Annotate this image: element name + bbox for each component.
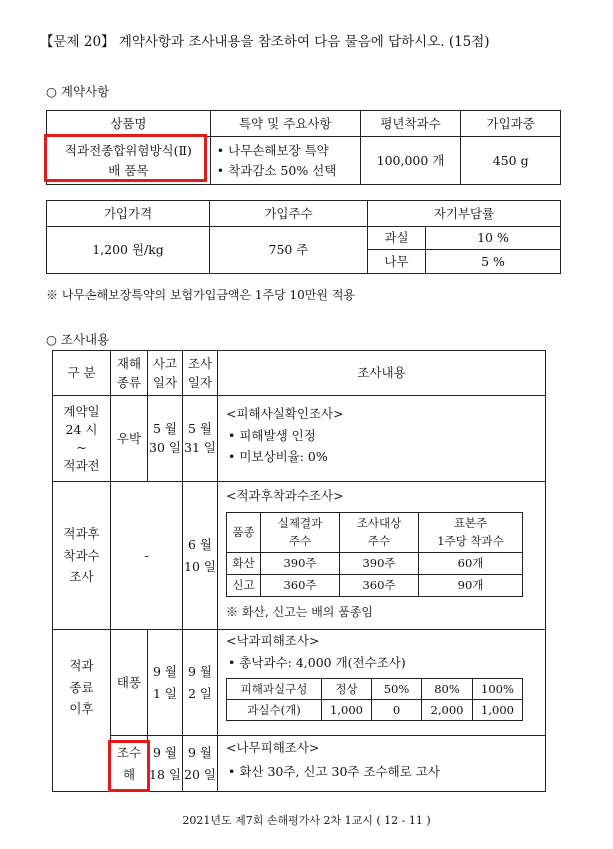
row1-survey-date-line: 5 월 [187, 421, 212, 437]
row2-category-line: 착과수 [63, 547, 100, 563]
table-cell: 60개 [419, 552, 523, 574]
header-accident-date-line2: 일자 [152, 374, 178, 390]
date-line: 18 일 [149, 766, 181, 782]
row2-note: ※ 화산, 신고는 배의 품종임 [226, 604, 373, 619]
date-line: 20 일 [184, 766, 216, 782]
row2-category [53, 482, 111, 630]
row1-category-line: ~ [76, 440, 87, 455]
row1-category-line: 적과전 [63, 457, 100, 473]
row3-frost-title: <나무피해조사> [226, 740, 320, 755]
table-cell: 정상 [322, 679, 372, 700]
row2-table-header-sample [419, 512, 523, 552]
page-footer: 2021년도 제7회 손해평가사 2차 1교시 ( 12 - 11 ) [182, 814, 431, 827]
normal-fruit-count-value: 100,000 개 [360, 137, 461, 185]
header-survey-date-line1: 조사 [187, 355, 213, 371]
date-line: 1 일 [152, 685, 177, 701]
damage-type-line: 조수 [116, 744, 142, 760]
deductible-fruit-value: 10 % [426, 227, 561, 250]
header-line: 실제결과 [277, 515, 323, 530]
contract-section-label: ○ 계약사항 [46, 84, 110, 99]
row1-item: • 미보상비율: 0% [228, 449, 328, 465]
fruit-weight-value: 450 g [461, 137, 561, 185]
deductible-tree-value: 5 % [426, 250, 561, 274]
date-line: 9 월 [152, 663, 177, 679]
header-damage-type [111, 351, 148, 396]
header-special-terms: 특약 및 주요사항 [210, 111, 360, 137]
header-trees: 가입주수 [210, 201, 368, 227]
row1-content [218, 396, 546, 482]
row1-accident-date-line: 30 일 [149, 440, 181, 455]
row1-accident-date-line: 5 월 [152, 421, 177, 437]
trees-value: 750 주 [210, 227, 368, 274]
product-name-cell [47, 137, 211, 185]
row2-table-header-target-trees [340, 512, 419, 552]
table-cell: 1,000 [473, 700, 523, 721]
contract-note: ※ 나무손해보장특약의 보험가입금액은 1주당 10만원 적용 [46, 288, 356, 302]
row3-category-line: 적과 [69, 658, 94, 674]
row2-table-header-variety: 품종 [227, 512, 261, 552]
row2-survey-date [183, 482, 218, 630]
row3-frost-item: • 화산 30주, 신고 30주 조수해로 고사 [228, 763, 440, 779]
row1-title: <피해사실확인조사> [226, 406, 344, 421]
header-category: 구 분 [53, 351, 111, 396]
row3-fallen-fruit-table [226, 678, 523, 721]
row1-survey-date [183, 396, 218, 482]
row2-table-header-actual-trees [261, 512, 340, 552]
table-cell: 50% [372, 679, 422, 700]
row2-fruit-count-table [226, 512, 523, 597]
table-cell: 90개 [419, 574, 523, 596]
product-name-line1: 적과전종합위험방식(Ⅱ) [64, 142, 192, 158]
special-terms-cell [210, 137, 360, 185]
row2-content [218, 482, 546, 630]
damage-type-line: 해 [122, 766, 136, 782]
header-fruit-weight: 가입과중 [461, 111, 561, 137]
table-cell: 360주 [340, 574, 419, 596]
header-damage-type-line2: 종류 [116, 374, 142, 390]
contract-table-2 [46, 200, 561, 274]
table-cell: 과실수(개) [227, 700, 322, 721]
problem-title: 【문제 20】 계약사항과 조사내용을 참조하여 다음 물음에 답하시오. (15점) [40, 34, 490, 50]
table-cell: 2,000 [422, 700, 473, 721]
row3-typhoon-survey-date [183, 630, 218, 736]
row3-typhoon-damage-type: 태풍 [111, 630, 148, 736]
deductible-tree-label: 나무 [368, 250, 426, 274]
header-line: 조사대상 [356, 515, 402, 530]
deductible-fruit-label: 과실 [368, 227, 426, 250]
row1-item: • 피해발생 인정 [228, 427, 316, 443]
date-line: 9 월 [187, 663, 212, 679]
header-line: 1주당 착과수 [437, 534, 504, 549]
row3-typhoon-content [218, 630, 546, 736]
row2-damage-type: - [111, 482, 183, 630]
table-cell: 100% [473, 679, 523, 700]
header-normal-fruit-count: 평년착과수 [360, 111, 461, 137]
row2-survey-date-line: 10 일 [184, 558, 216, 574]
header-accident-date-line1: 사고 [152, 355, 178, 371]
table-cell: 390주 [340, 552, 419, 574]
header-survey-date-line2: 일자 [187, 374, 213, 390]
table-cell: 360주 [261, 574, 340, 596]
header-price: 가입가격 [47, 201, 210, 227]
row3-typhoon-accident-date [148, 630, 183, 736]
row1-category-line: 24 시 [65, 422, 98, 438]
row3-frost-survey-date [183, 736, 218, 792]
header-product-name: 상품명 [47, 111, 211, 137]
row3-category-line: 종료 [69, 679, 94, 695]
row1-accident-date [148, 396, 183, 482]
row3-category-line: 이후 [69, 701, 94, 717]
special-term-1: • 나무손해보장 특약 [216, 142, 329, 158]
contract-table-1 [46, 110, 561, 185]
row1-category-line: 계약일 [63, 403, 100, 419]
row2-category-line: 적과후 [63, 526, 100, 542]
table-cell: 390주 [261, 552, 340, 574]
row3-category [53, 630, 111, 792]
row3-frost-damage-type [111, 736, 148, 792]
date-line: 9 월 [152, 744, 177, 760]
header-deductible: 자기부담률 [368, 201, 561, 227]
product-name-line2: 배 품목 [108, 162, 149, 178]
table-cell: 신고 [227, 574, 261, 596]
header-accident-date [148, 351, 183, 396]
header-line: 주수 [367, 534, 391, 549]
row1-damage-type: 우박 [111, 396, 148, 482]
header-content: 조사내용 [218, 351, 546, 396]
table-cell: 1,000 [322, 700, 372, 721]
row2-survey-date-line: 6 월 [187, 536, 212, 552]
investigation-table [52, 350, 546, 792]
table-cell: 피해과실구성 [227, 679, 322, 700]
table-cell: 80% [422, 679, 473, 700]
header-damage-type-line1: 재해 [116, 355, 142, 371]
table-cell: 0 [372, 700, 422, 721]
row1-category [53, 396, 111, 482]
table-cell: 화산 [227, 552, 261, 574]
row2-title: <적과후착과수조사> [226, 488, 344, 503]
special-term-2: • 착과감소 50% 선택 [216, 162, 337, 178]
investigation-section-label: ○ 조사내용 [46, 332, 110, 347]
header-line: 표본주 [453, 515, 488, 530]
row3-frost-content [218, 736, 546, 792]
header-line: 주수 [288, 534, 312, 549]
date-line: 2 일 [187, 685, 212, 701]
row3-typhoon-item: • 총낙과수: 4,000 개(전수조사) [228, 654, 406, 670]
row1-survey-date-line: 31 일 [184, 440, 216, 455]
header-survey-date [183, 351, 218, 396]
date-line: 9 월 [187, 744, 212, 760]
row3-frost-accident-date [148, 736, 183, 792]
row2-category-line: 조사 [69, 569, 94, 585]
row3-typhoon-title: <낙과피해조사> [226, 633, 320, 648]
price-value: 1,200 원/kg [47, 227, 210, 274]
